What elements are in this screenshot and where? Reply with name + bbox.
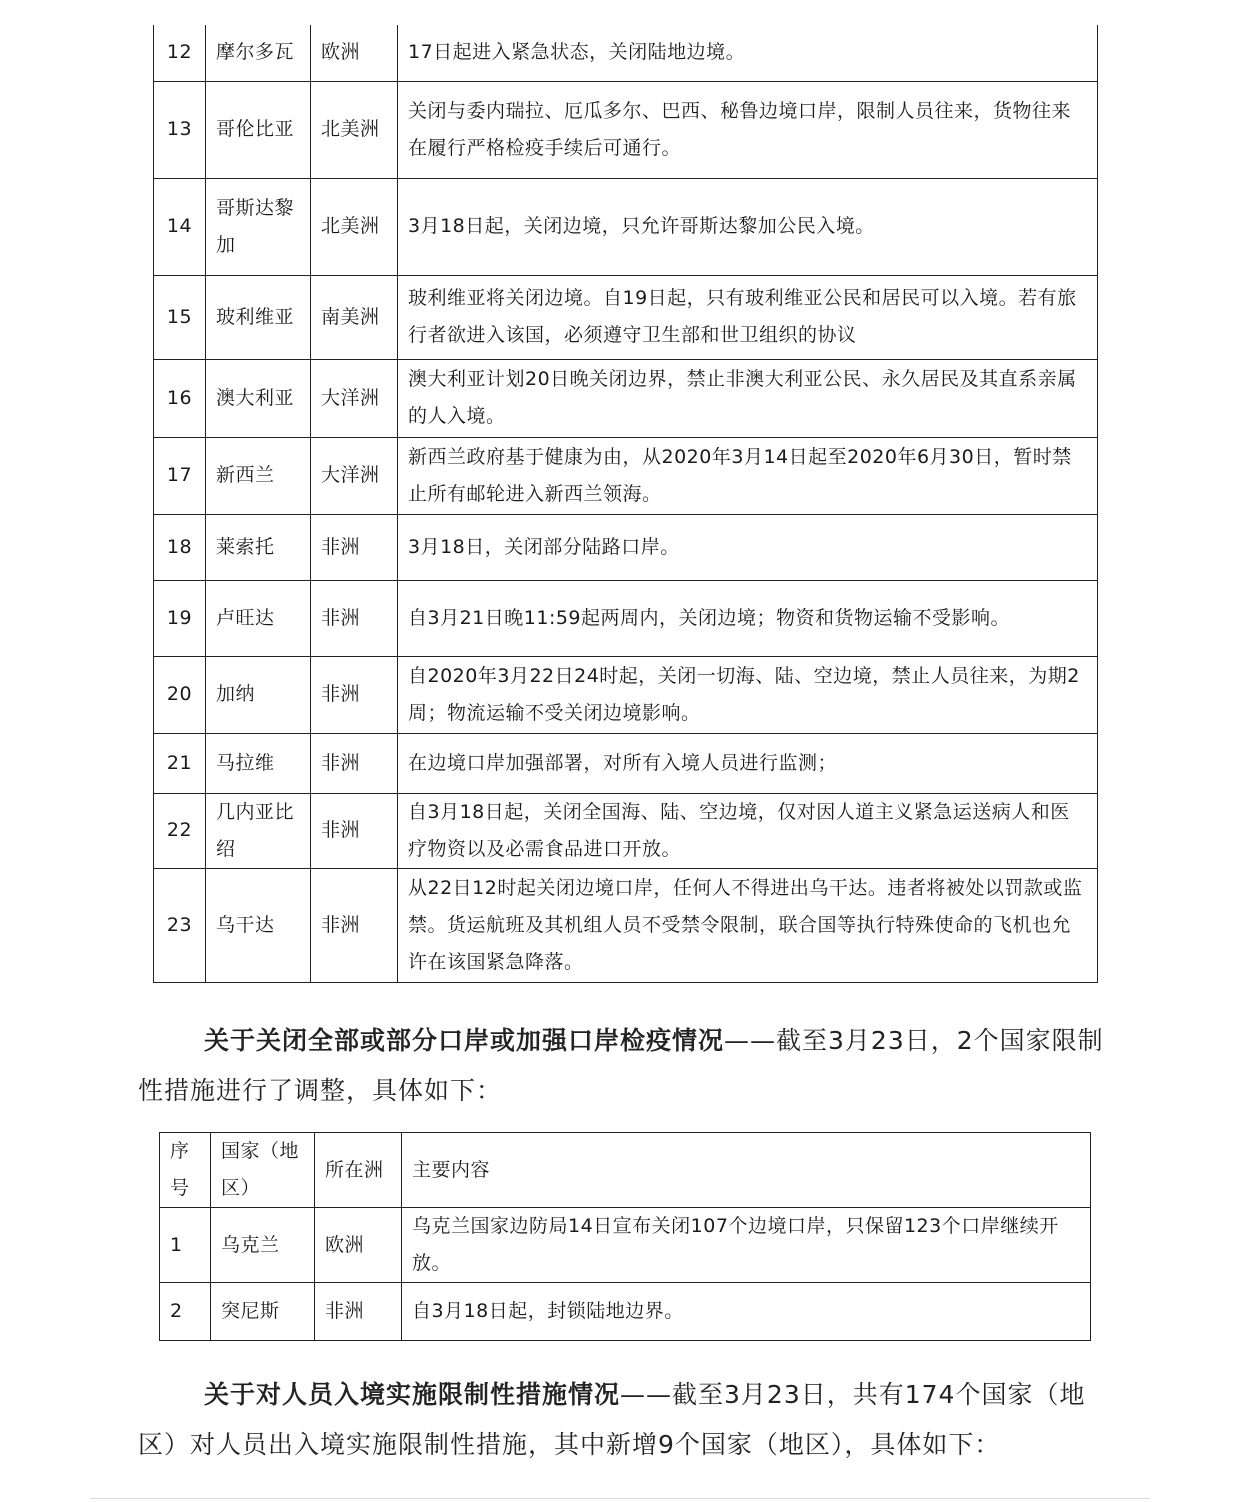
continent-cell: 大洋洲 (311, 359, 398, 437)
table-row (154, 178, 1098, 275)
country-cell: 几内亚比绍 (206, 793, 311, 868)
continent-cell: 欧洲 (311, 25, 398, 81)
row-number: 15 (154, 275, 206, 359)
country-cell: 乌克兰 (211, 1208, 315, 1283)
continent-cell: 南美洲 (311, 275, 398, 359)
row-number: 19 (154, 580, 206, 656)
content-cell: 自3月18日起，关闭全国海、陆、空边境，仅对因人道主义紧急运送病人和医疗物资以及必需食品进口开放。 (398, 793, 1098, 868)
entry-restriction-paragraph (138, 1370, 1118, 1470)
continent-cell: 非洲 (311, 868, 398, 982)
continent-cell: 非洲 (311, 580, 398, 656)
continent-cell: 非洲 (315, 1283, 402, 1341)
header-continent: 所在洲 (315, 1133, 402, 1208)
country-cell: 哥斯达黎加 (206, 178, 311, 275)
country-cell: 卢旺达 (206, 580, 311, 656)
country-cell: 哥伦比亚 (206, 81, 311, 178)
country-cell: 马拉维 (206, 733, 311, 793)
port-adjustment-table (159, 1132, 1091, 1341)
country-cell: 加纳 (206, 656, 311, 733)
header-country: 国家（地区） (211, 1133, 315, 1208)
content-cell: 3月18日起，关闭边境，只允许哥斯达黎加公民入境。 (398, 178, 1098, 275)
border-closure-table (153, 25, 1098, 983)
table-row (154, 437, 1098, 514)
paragraph-heading: 关于对人员入境实施限制性措施情况 (204, 1380, 621, 1409)
table-row (154, 580, 1098, 656)
continent-cell: 北美洲 (311, 178, 398, 275)
content-cell: 新西兰政府基于健康为由，从2020年3月14日起至2020年6月30日，暂时禁止所有邮轮进入新西兰领海。 (398, 437, 1098, 514)
row-number: 17 (154, 437, 206, 514)
port-closure-paragraph (138, 1016, 1118, 1116)
continent-cell: 非洲 (311, 793, 398, 868)
content-cell: 关闭与委内瑞拉、厄瓜多尔、巴西、秘鲁边境口岸，限制人员往来，货物往来在履行严格检疫手续后可通行。 (398, 81, 1098, 178)
content-cell: 3月18日，关闭部分陆路口岸。 (398, 514, 1098, 580)
row-number: 13 (154, 81, 206, 178)
country-cell: 突尼斯 (211, 1283, 315, 1341)
table-row (154, 514, 1098, 580)
content-cell: 17日起进入紧急状态，关闭陆地边境。 (398, 25, 1098, 81)
country-cell: 摩尔多瓦 (206, 25, 311, 81)
table-row (154, 656, 1098, 733)
table-row (154, 25, 1098, 81)
country-cell: 玻利维亚 (206, 275, 311, 359)
paragraph-text: ——截至3月23日，共有174个国家（地区）对人员出入境实施限制性措施，其中新增9个国家（地区），具体如下： (138, 1380, 1086, 1459)
table-row (160, 1208, 1091, 1283)
country-cell: 澳大利亚 (206, 359, 311, 437)
table-row (154, 275, 1098, 359)
content-cell: 自2020年3月22日24时起，关闭一切海、陆、空边境，禁止人员往来，为期2周；物流运输不受关闭边境影响。 (398, 656, 1098, 733)
row-number: 23 (154, 868, 206, 982)
continent-cell: 北美洲 (311, 81, 398, 178)
country-cell: 新西兰 (206, 437, 311, 514)
continent-cell: 欧洲 (315, 1208, 402, 1283)
content-cell: 玻利维亚将关闭边境。自19日起，只有玻利维亚公民和居民可以入境。若有旅行者欲进入该国，必须遵守卫生部和世卫组织的协议 (398, 275, 1098, 359)
table-row (154, 868, 1098, 982)
table-header-row (160, 1133, 1091, 1208)
row-number: 18 (154, 514, 206, 580)
header-content: 主要内容 (402, 1133, 1091, 1208)
continent-cell: 大洋洲 (311, 437, 398, 514)
content-cell: 自3月18日起，封锁陆地边界。 (402, 1283, 1091, 1341)
table-row (154, 359, 1098, 437)
content-cell: 从22日12时起关闭边境口岸，任何人不得进出乌干达。违者将被处以罚款或监禁。货运航班及其机组人员不受禁令限制，联合国等执行特殊使命的飞机也允许在该国紧急降落。 (398, 868, 1098, 982)
row-number: 12 (154, 25, 206, 81)
content-cell: 澳大利亚计划20日晚关闭边界，禁止非澳大利亚公民、永久居民及其直系亲属的人入境。 (398, 359, 1098, 437)
paragraph-text: ——截至3月23日，2个国家限制性措施进行了调整，具体如下： (138, 1026, 1104, 1105)
table-row (154, 733, 1098, 793)
row-number: 2 (160, 1283, 211, 1341)
row-number: 22 (154, 793, 206, 868)
content-cell: 在边境口岸加强部署，对所有入境人员进行监测； (398, 733, 1098, 793)
row-number: 1 (160, 1208, 211, 1283)
row-number: 21 (154, 733, 206, 793)
content-cell: 乌克兰国家边防局14日宣布关闭107个边境口岸，只保留123个口岸继续开放。 (402, 1208, 1091, 1283)
table-row (154, 81, 1098, 178)
continent-cell: 非洲 (311, 514, 398, 580)
paragraph-heading: 关于关闭全部或部分口岸或加强口岸检疫情况 (204, 1026, 725, 1055)
continent-cell: 非洲 (311, 733, 398, 793)
country-cell: 莱索托 (206, 514, 311, 580)
row-number: 16 (154, 359, 206, 437)
content-cell: 自3月21日晚11:59起两周内，关闭边境；物资和货物运输不受影响。 (398, 580, 1098, 656)
table-row (160, 1283, 1091, 1341)
continent-cell: 非洲 (311, 656, 398, 733)
row-number: 14 (154, 178, 206, 275)
country-cell: 乌干达 (206, 868, 311, 982)
divider (90, 1498, 1150, 1499)
row-number: 20 (154, 656, 206, 733)
table-row (154, 793, 1098, 868)
header-number: 序号 (160, 1133, 211, 1208)
